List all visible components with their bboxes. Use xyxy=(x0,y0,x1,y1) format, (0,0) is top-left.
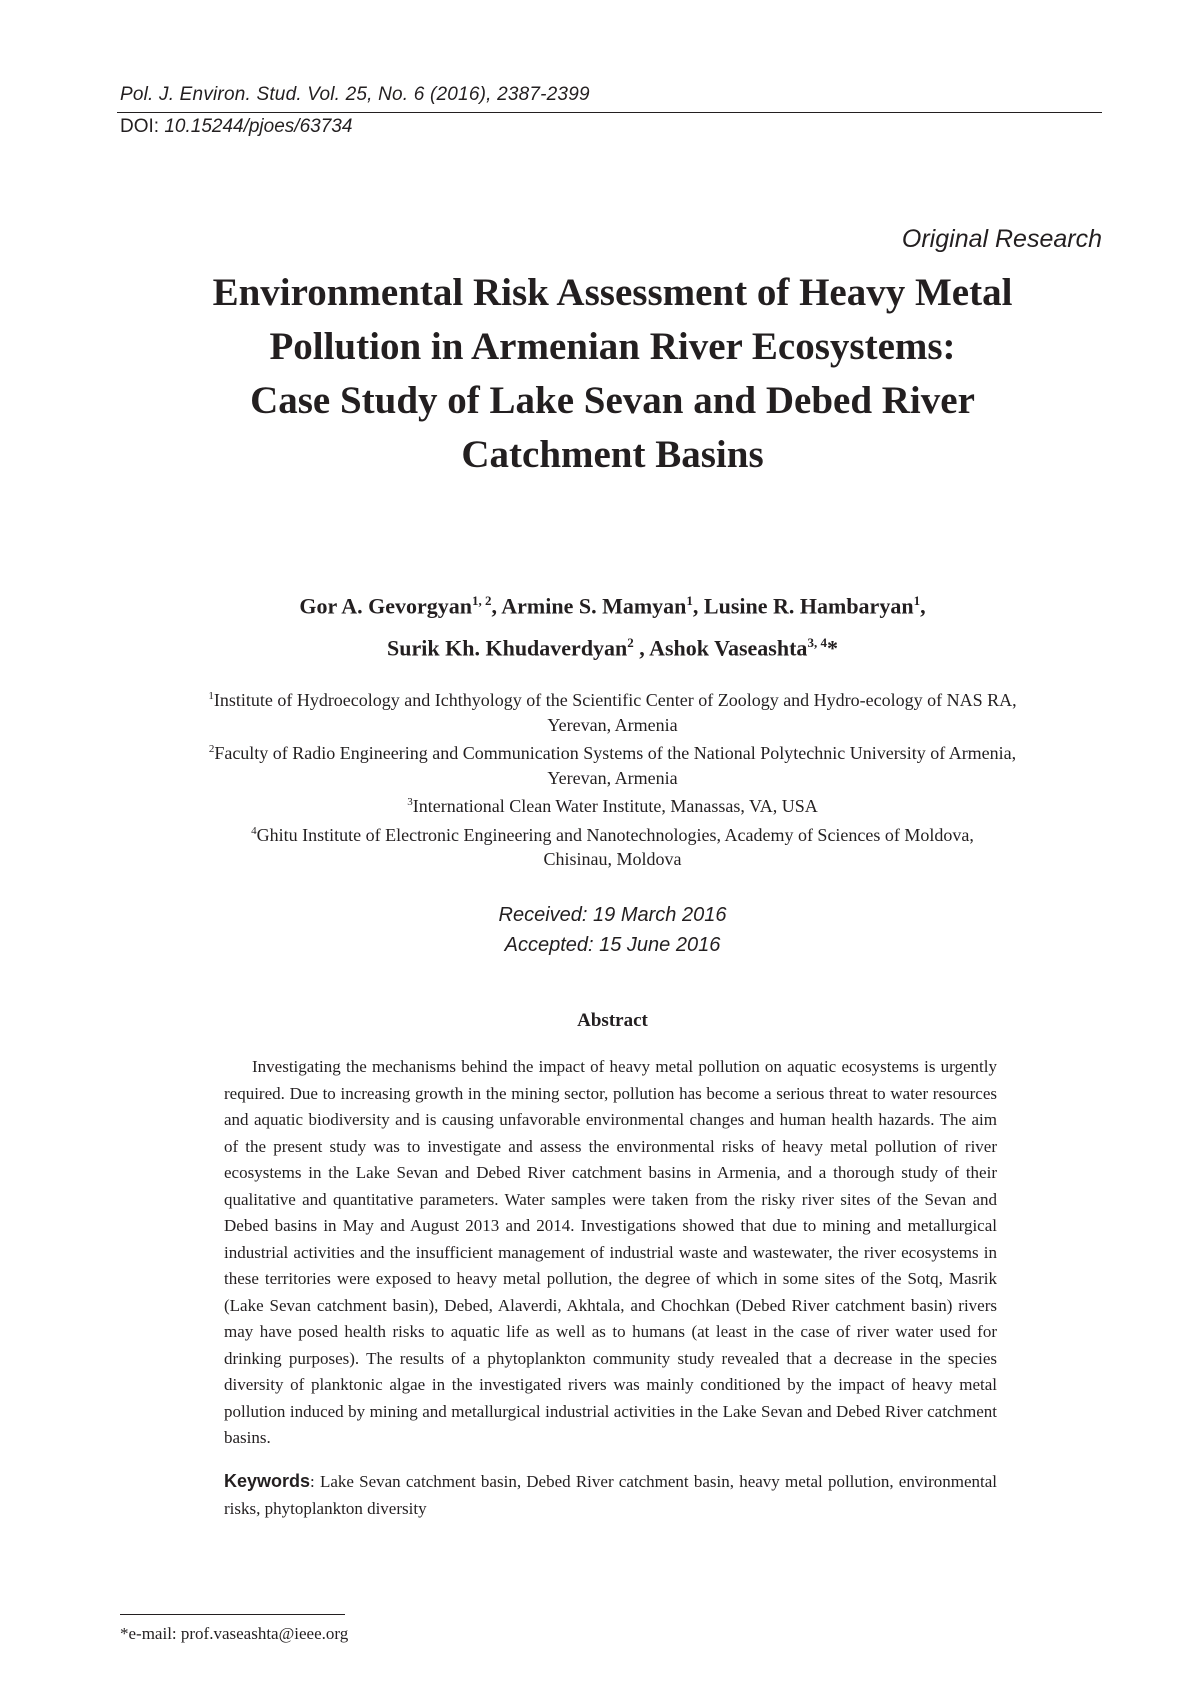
affiliations xyxy=(120,684,1105,872)
doi-label: DOI: xyxy=(120,116,160,137)
affiliation xyxy=(120,819,1105,872)
header-rule xyxy=(117,112,1102,113)
journal-citation: Pol. J. Environ. Stud. Vol. 25, No. 6 (2016), 2387-2399 xyxy=(120,84,590,105)
accepted-date: Accepted: 15 June 2016 xyxy=(504,934,721,956)
article-title xyxy=(120,266,1105,482)
doi-link[interactable]: 10.15244/pjoes/63734 xyxy=(164,116,353,137)
author-name: Armine S. Mamyan xyxy=(501,593,687,619)
keywords-label: Keywords xyxy=(224,1471,311,1491)
affiliation-city: Chisinau, Moldova xyxy=(543,849,682,869)
author-affil-sup: 1 xyxy=(913,593,921,608)
affiliation-sup: 1 xyxy=(208,690,214,702)
author-name: Ashok Vaseashta xyxy=(649,635,808,661)
author-line xyxy=(120,624,1105,666)
author-list xyxy=(120,582,1105,667)
affiliation xyxy=(120,684,1105,737)
author-separator: , xyxy=(633,635,650,661)
title-line: Pollution in Armenian River Ecosystems: xyxy=(269,325,956,368)
affiliation-text: International Clean Water Institute, Manassas, VA, USA xyxy=(412,796,818,816)
author-affil-sup: 3, 4 xyxy=(807,635,827,651)
affiliation-sup: 3 xyxy=(407,796,413,808)
author-separator: , xyxy=(491,593,502,619)
corresponding-author-mark: * xyxy=(826,635,838,661)
author-name: Surik Kh. Khudaverdyan xyxy=(387,635,628,661)
doi xyxy=(120,116,352,138)
abstract-text: Investigating the mechanisms behind the impact of heavy metal pollution on aquatic ecosystems is urgently required. Due to increasing growth in the mining sector, pollution has become a serious threat to water resources and aquatic biodiversity and is causing unfavorable environmental changes and human health hazards. The aim of the present study was to investigate and assess the environmental risks of heavy metal pollution of river ecosystems in the Lake Sevan and Debed River catchment basins in Armenia, and a thorough study of their qualitative and quantitative parameters. Water samples were taken from the risky river sites of the Sevan and Debed basins in May and August 2013 and 2014. Investigations showed that due to mining and metallurgical industrial activities and the insufficient management of industrial waste and wastewater, the river ecosystems in these territories were exposed to heavy metal pollution, the degree of which in some sites of the Sotq, Masrik (Lake Sevan catchment basin), Debed, Alaverdi, Akhtala, and Chochkan (Debed River catchment basin) rivers may have posed health risks to aquatic life as well as to humans (at least in the case of river water used for drinking purposes). The results of a phytoplankton community study revealed that a decrease in the species diversity of planktonic algae in the investigated rivers was mainly conditioned by the impact of heavy metal pollution induced by mining and metallurgical industrial activities in the Lake Sevan and Debed River catchment basins. xyxy=(224,1057,997,1447)
abstract-heading: Abstract xyxy=(577,1010,648,1031)
affiliation-city: Yerevan, Armenia xyxy=(547,714,678,735)
title-line: Catchment Basins xyxy=(461,433,764,476)
affiliation-text: Faculty of Radio Engineering and Communication Systems of the National Polytechnic University of Armenia, xyxy=(214,743,1017,763)
author-affil-sup: 2 xyxy=(627,635,634,651)
footnote-rule xyxy=(120,1614,345,1615)
affiliation-city: Yerevan, Armenia xyxy=(547,767,678,788)
author-name: Gor A. Gevorgyan xyxy=(299,593,472,619)
affiliation-sup: 2 xyxy=(208,743,215,755)
author-separator: , xyxy=(692,593,704,619)
article-type: Original Research xyxy=(901,225,1102,253)
keywords xyxy=(224,1468,997,1522)
affiliation-text: Institute of Hydroecology and Ichthyology of the Scientific Center of Zoology and Hydro-ecology of NAS RA, xyxy=(213,690,1017,710)
author-name: Lusine R. Hambaryan xyxy=(703,593,914,619)
title-line: Environmental Risk Assessment of Heavy Metal xyxy=(212,271,1013,314)
affiliation xyxy=(120,790,1105,819)
affiliation-sup: 4 xyxy=(251,824,257,837)
article-dates xyxy=(120,900,1105,960)
affiliation-text: Ghitu Institute of Electronic Engineering and Nanotechnologies, Academy of Sciences of Moldova, xyxy=(256,824,974,845)
received-date: Received: 19 March 2016 xyxy=(498,904,727,926)
footnote-email: *e-mail: prof.vaseashta@ieee.org xyxy=(120,1624,349,1643)
title-line: Case Study of Lake Sevan and Debed River xyxy=(250,379,975,422)
author-line xyxy=(120,582,1105,624)
author-affil-sup: 1, 2 xyxy=(471,593,492,608)
keywords-text: : Lake Sevan catchment basin, Debed River catchment basin, heavy metal pollution, environmental risks, phytoplankton diversity xyxy=(224,1472,997,1518)
author-separator: , xyxy=(920,593,926,619)
author-affil-sup: 1 xyxy=(686,593,693,608)
affiliation xyxy=(120,737,1105,790)
